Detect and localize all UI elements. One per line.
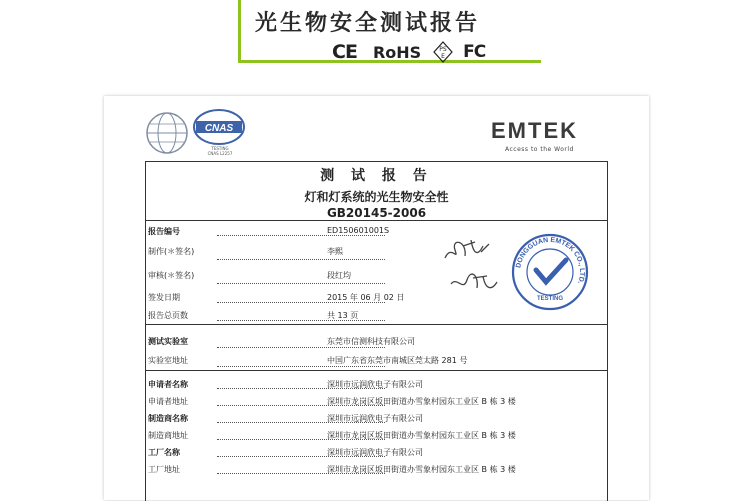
field-value: 共 13 页 [327,311,359,320]
rohs-mark: RoHS [372,42,422,62]
field-label: 实验室地址 [148,356,188,365]
info-row-applicant-address [146,392,607,409]
field-value: ED150601001S [327,226,390,235]
report-standard: GB20145-2006 [326,206,427,220]
field-label: 申请者名称 [148,380,188,389]
field-value: 2015 年 06 月 02 日 [327,293,405,302]
field-value: 东莞市信测科技有限公司 [327,337,415,346]
cnas-logo-caption: TESTING CNAS L2257 [207,146,233,156]
field-value: 深圳市远润欣电子有限公司 [327,380,423,389]
field-value: 李熙 [327,247,343,256]
certification-marks [332,40,485,64]
info-row-applicant-name [146,375,607,392]
report-title: 测 试 报 告 [320,168,433,184]
handwritten-signatures [437,236,507,306]
field-value: 深圳市龙岗区坂田街道办雪象村园东工业区 B 栋 3 楼 [327,431,516,440]
field-value: 中国广东省东莞市南城区莞太路 281 号 [327,356,468,365]
info-row-lab-address [146,351,607,370]
field-label: 制造商名称 [148,414,188,423]
applicant-block [146,370,607,477]
info-row-factory-name [146,443,607,460]
info-row-factory-address [146,460,607,477]
emtek-tagline: Access to the World [505,146,574,153]
field-label: 报告总页数 [148,311,188,320]
field-value: 深圳市龙岗区坂田街道办雪象村园东工业区 B 栋 3 楼 [327,397,516,406]
company-stamp [510,232,590,312]
field-value: 段红均 [327,271,351,280]
report-subtitle: 灯和灯系统的光生物安全性 [304,190,449,204]
field-label: 签发日期 [148,293,180,302]
field-label: 工厂地址 [148,465,180,474]
stamp-inner-text: TESTING [536,296,564,302]
report-form [145,161,608,501]
field-label: 制作(＊签名) [148,247,195,256]
field-label: 制造商地址 [148,431,188,440]
field-value: 深圳市龙岗区坂田街道办雪象村园东工业区 B 栋 3 楼 [327,465,516,474]
cnas-logo-text: CNAS [204,123,234,134]
fc-mark: FC [463,42,486,62]
info-row-manufacturer-address [146,426,607,443]
stamp-ring-text: DONGGUAN EMTEK CO., LTD. [515,236,586,285]
field-value: 深圳市远润欣电子有限公司 [327,448,423,457]
pse-mark-top: PS [439,46,447,53]
pse-mark-bottom: E [441,53,446,60]
ilac-globe-logo [145,111,189,155]
info-row-manufacturer-name [146,409,607,426]
field-value: 深圳市远润欣电子有限公司 [327,414,423,423]
field-label: 报告编号 [148,227,180,236]
field-label: 测试实验室 [148,337,188,346]
ce-mark: CE [332,41,357,63]
field-label: 审核(＊签名) [148,271,195,280]
banner-title: 光生物安全测试报告 [255,11,481,36]
field-label: 工厂名称 [148,448,180,457]
pse-mark [433,41,453,63]
cnas-logo [192,108,246,146]
info-row-lab-name [146,332,607,351]
emtek-logo: EMTEK [491,118,578,143]
report-header [146,162,607,221]
field-label: 申请者地址 [148,397,188,406]
lab-block [146,324,607,370]
